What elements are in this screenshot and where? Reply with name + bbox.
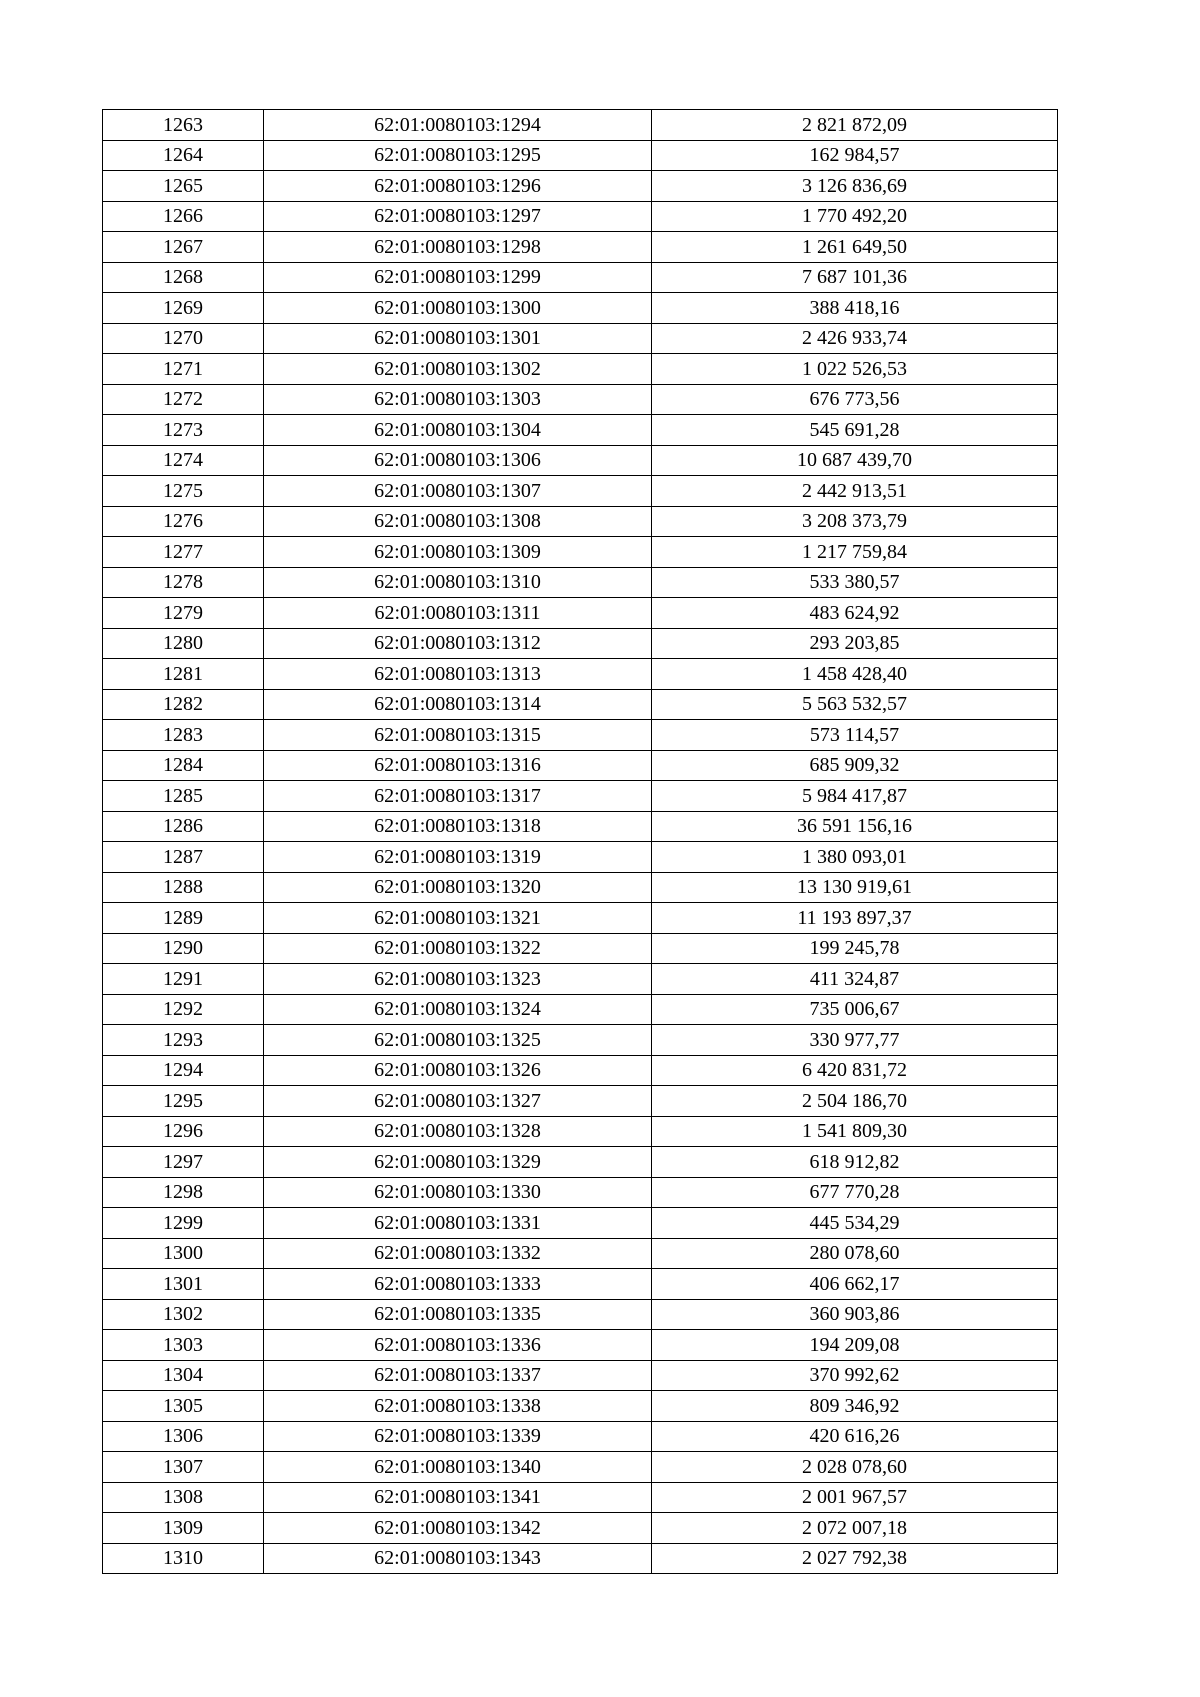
cadastral-value-cell: 5 984 417,87 bbox=[652, 781, 1058, 812]
cadastral-number-cell: 62:01:0080103:1325 bbox=[264, 1025, 652, 1056]
table-row bbox=[103, 567, 1058, 598]
row-number-cell: 1267 bbox=[103, 232, 264, 263]
row-number-cell: 1300 bbox=[103, 1238, 264, 1269]
row-number-cell: 1289 bbox=[103, 903, 264, 934]
row-number-cell: 1297 bbox=[103, 1147, 264, 1178]
row-number-cell: 1299 bbox=[103, 1208, 264, 1239]
row-number-cell: 1273 bbox=[103, 415, 264, 446]
cadastral-number-cell: 62:01:0080103:1301 bbox=[264, 323, 652, 354]
cadastral-number-cell: 62:01:0080103:1319 bbox=[264, 842, 652, 873]
cadastral-value-cell: 388 418,16 bbox=[652, 293, 1058, 324]
cadastral-value-cell: 36 591 156,16 bbox=[652, 811, 1058, 842]
row-number-cell: 1276 bbox=[103, 506, 264, 537]
cadastral-value-cell: 573 114,57 bbox=[652, 720, 1058, 751]
cadastral-number-cell: 62:01:0080103:1310 bbox=[264, 567, 652, 598]
cadastral-value-cell: 7 687 101,36 bbox=[652, 262, 1058, 293]
row-number-cell: 1290 bbox=[103, 933, 264, 964]
cadastral-number-cell: 62:01:0080103:1306 bbox=[264, 445, 652, 476]
table-row bbox=[103, 811, 1058, 842]
cadastral-number-cell: 62:01:0080103:1324 bbox=[264, 994, 652, 1025]
cadastral-number-cell: 62:01:0080103:1295 bbox=[264, 140, 652, 171]
cadastral-number-cell: 62:01:0080103:1309 bbox=[264, 537, 652, 568]
cadastral-number-cell: 62:01:0080103:1326 bbox=[264, 1055, 652, 1086]
row-number-cell: 1307 bbox=[103, 1452, 264, 1483]
row-number-cell: 1295 bbox=[103, 1086, 264, 1117]
cadastral-number-cell: 62:01:0080103:1312 bbox=[264, 628, 652, 659]
cadastral-number-cell: 62:01:0080103:1311 bbox=[264, 598, 652, 629]
cadastral-value-cell: 360 903,86 bbox=[652, 1299, 1058, 1330]
row-number-cell: 1275 bbox=[103, 476, 264, 507]
table-row bbox=[103, 1330, 1058, 1361]
cadastral-number-cell: 62:01:0080103:1340 bbox=[264, 1452, 652, 1483]
cadastral-value-cell: 280 078,60 bbox=[652, 1238, 1058, 1269]
table-row bbox=[103, 1543, 1058, 1574]
cadastral-number-cell: 62:01:0080103:1335 bbox=[264, 1299, 652, 1330]
cadastral-value-cell: 1 458 428,40 bbox=[652, 659, 1058, 690]
table-row bbox=[103, 384, 1058, 415]
table-row bbox=[103, 659, 1058, 690]
cadastral-value-cell: 3 208 373,79 bbox=[652, 506, 1058, 537]
table-row bbox=[103, 598, 1058, 629]
table-row bbox=[103, 1421, 1058, 1452]
table-row bbox=[103, 140, 1058, 171]
row-number-cell: 1266 bbox=[103, 201, 264, 232]
cadastral-value-cell: 199 245,78 bbox=[652, 933, 1058, 964]
cadastral-number-cell: 62:01:0080103:1314 bbox=[264, 689, 652, 720]
table-row bbox=[103, 1116, 1058, 1147]
table-row bbox=[103, 1177, 1058, 1208]
row-number-cell: 1304 bbox=[103, 1360, 264, 1391]
cadastral-number-cell: 62:01:0080103:1342 bbox=[264, 1513, 652, 1544]
row-number-cell: 1286 bbox=[103, 811, 264, 842]
table-row bbox=[103, 1391, 1058, 1422]
cadastral-number-cell: 62:01:0080103:1304 bbox=[264, 415, 652, 446]
table-row bbox=[103, 689, 1058, 720]
cadastral-value-cell: 2 001 967,57 bbox=[652, 1482, 1058, 1513]
cadastral-number-cell: 62:01:0080103:1296 bbox=[264, 171, 652, 202]
table-row bbox=[103, 994, 1058, 1025]
cadastral-value-cell: 2 821 872,09 bbox=[652, 110, 1058, 141]
table-row bbox=[103, 1513, 1058, 1544]
cadastral-number-cell: 62:01:0080103:1322 bbox=[264, 933, 652, 964]
cadastral-number-cell: 62:01:0080103:1300 bbox=[264, 293, 652, 324]
row-number-cell: 1303 bbox=[103, 1330, 264, 1361]
row-number-cell: 1308 bbox=[103, 1482, 264, 1513]
table-row bbox=[103, 1482, 1058, 1513]
cadastral-value-cell: 10 687 439,70 bbox=[652, 445, 1058, 476]
cadastral-value-cell: 2 027 792,38 bbox=[652, 1543, 1058, 1574]
cadastral-number-cell: 62:01:0080103:1320 bbox=[264, 872, 652, 903]
cadastral-value-cell: 1 022 526,53 bbox=[652, 354, 1058, 385]
cadastral-value-cell: 533 380,57 bbox=[652, 567, 1058, 598]
cadastral-number-cell: 62:01:0080103:1328 bbox=[264, 1116, 652, 1147]
cadastral-number-cell: 62:01:0080103:1294 bbox=[264, 110, 652, 141]
cadastral-value-cell: 685 909,32 bbox=[652, 750, 1058, 781]
table-row bbox=[103, 476, 1058, 507]
table-row bbox=[103, 872, 1058, 903]
row-number-cell: 1310 bbox=[103, 1543, 264, 1574]
table-row bbox=[103, 1025, 1058, 1056]
table-row bbox=[103, 1208, 1058, 1239]
row-number-cell: 1293 bbox=[103, 1025, 264, 1056]
cadastral-number-cell: 62:01:0080103:1333 bbox=[264, 1269, 652, 1300]
row-number-cell: 1282 bbox=[103, 689, 264, 720]
table-row bbox=[103, 1269, 1058, 1300]
table-row bbox=[103, 415, 1058, 446]
table-row bbox=[103, 1147, 1058, 1178]
cadastral-value-cell: 545 691,28 bbox=[652, 415, 1058, 446]
cadastral-value-cell: 618 912,82 bbox=[652, 1147, 1058, 1178]
cadastral-value-cell: 677 770,28 bbox=[652, 1177, 1058, 1208]
row-number-cell: 1278 bbox=[103, 567, 264, 598]
table-row bbox=[103, 506, 1058, 537]
cadastral-value-cell: 5 563 532,57 bbox=[652, 689, 1058, 720]
cadastral-number-cell: 62:01:0080103:1299 bbox=[264, 262, 652, 293]
row-number-cell: 1285 bbox=[103, 781, 264, 812]
table-row bbox=[103, 1086, 1058, 1117]
row-number-cell: 1269 bbox=[103, 293, 264, 324]
table-row bbox=[103, 750, 1058, 781]
cadastral-value-cell: 420 616,26 bbox=[652, 1421, 1058, 1452]
table-row bbox=[103, 262, 1058, 293]
row-number-cell: 1298 bbox=[103, 1177, 264, 1208]
row-number-cell: 1302 bbox=[103, 1299, 264, 1330]
cadastral-number-cell: 62:01:0080103:1303 bbox=[264, 384, 652, 415]
row-number-cell: 1263 bbox=[103, 110, 264, 141]
cadastral-value-cell: 3 126 836,69 bbox=[652, 171, 1058, 202]
row-number-cell: 1265 bbox=[103, 171, 264, 202]
row-number-cell: 1281 bbox=[103, 659, 264, 690]
table-row bbox=[103, 171, 1058, 202]
row-number-cell: 1306 bbox=[103, 1421, 264, 1452]
row-number-cell: 1279 bbox=[103, 598, 264, 629]
table-row bbox=[103, 232, 1058, 263]
cadastral-number-cell: 62:01:0080103:1332 bbox=[264, 1238, 652, 1269]
cadastral-number-cell: 62:01:0080103:1339 bbox=[264, 1421, 652, 1452]
row-number-cell: 1292 bbox=[103, 994, 264, 1025]
table-row bbox=[103, 110, 1058, 141]
cadastral-value-cell: 1 261 649,50 bbox=[652, 232, 1058, 263]
table-row bbox=[103, 293, 1058, 324]
cadastral-number-cell: 62:01:0080103:1338 bbox=[264, 1391, 652, 1422]
cadastral-value-cell: 194 209,08 bbox=[652, 1330, 1058, 1361]
cadastral-value-cell: 6 420 831,72 bbox=[652, 1055, 1058, 1086]
cadastral-number-cell: 62:01:0080103:1329 bbox=[264, 1147, 652, 1178]
cadastral-number-cell: 62:01:0080103:1341 bbox=[264, 1482, 652, 1513]
cadastral-number-cell: 62:01:0080103:1315 bbox=[264, 720, 652, 751]
table-body bbox=[103, 110, 1058, 1574]
cadastral-number-cell: 62:01:0080103:1316 bbox=[264, 750, 652, 781]
cadastral-value-cell: 293 203,85 bbox=[652, 628, 1058, 659]
cadastral-value-cell: 1 541 809,30 bbox=[652, 1116, 1058, 1147]
cadastral-value-cell: 2 504 186,70 bbox=[652, 1086, 1058, 1117]
cadastral-number-cell: 62:01:0080103:1298 bbox=[264, 232, 652, 263]
table-row bbox=[103, 1238, 1058, 1269]
table-row bbox=[103, 445, 1058, 476]
cadastral-value-cell: 483 624,92 bbox=[652, 598, 1058, 629]
row-number-cell: 1301 bbox=[103, 1269, 264, 1300]
table-row bbox=[103, 1360, 1058, 1391]
row-number-cell: 1288 bbox=[103, 872, 264, 903]
row-number-cell: 1291 bbox=[103, 964, 264, 995]
table-row bbox=[103, 354, 1058, 385]
cadastral-value-cell: 13 130 919,61 bbox=[652, 872, 1058, 903]
cadastral-number-cell: 62:01:0080103:1297 bbox=[264, 201, 652, 232]
row-number-cell: 1283 bbox=[103, 720, 264, 751]
table-row bbox=[103, 628, 1058, 659]
table-row bbox=[103, 720, 1058, 751]
cadastral-value-cell: 735 006,67 bbox=[652, 994, 1058, 1025]
table-row bbox=[103, 781, 1058, 812]
row-number-cell: 1284 bbox=[103, 750, 264, 781]
cadastral-number-cell: 62:01:0080103:1323 bbox=[264, 964, 652, 995]
cadastral-value-cell: 406 662,17 bbox=[652, 1269, 1058, 1300]
cadastral-value-cell: 1 217 759,84 bbox=[652, 537, 1058, 568]
table-row bbox=[103, 1055, 1058, 1086]
cadastral-value-cell: 1 380 093,01 bbox=[652, 842, 1058, 873]
cadastral-number-cell: 62:01:0080103:1307 bbox=[264, 476, 652, 507]
table-row bbox=[103, 933, 1058, 964]
table-row bbox=[103, 323, 1058, 354]
cadastral-number-cell: 62:01:0080103:1313 bbox=[264, 659, 652, 690]
table-row bbox=[103, 842, 1058, 873]
cadastral-number-cell: 62:01:0080103:1318 bbox=[264, 811, 652, 842]
row-number-cell: 1272 bbox=[103, 384, 264, 415]
row-number-cell: 1309 bbox=[103, 1513, 264, 1544]
row-number-cell: 1271 bbox=[103, 354, 264, 385]
cadastral-number-cell: 62:01:0080103:1302 bbox=[264, 354, 652, 385]
cadastral-value-cell: 411 324,87 bbox=[652, 964, 1058, 995]
cadastral-value-cell: 330 977,77 bbox=[652, 1025, 1058, 1056]
cadastral-value-cell: 676 773,56 bbox=[652, 384, 1058, 415]
row-number-cell: 1268 bbox=[103, 262, 264, 293]
cadastral-value-cell: 2 028 078,60 bbox=[652, 1452, 1058, 1483]
cadastral-number-cell: 62:01:0080103:1343 bbox=[264, 1543, 652, 1574]
cadastral-number-cell: 62:01:0080103:1308 bbox=[264, 506, 652, 537]
row-number-cell: 1296 bbox=[103, 1116, 264, 1147]
row-number-cell: 1277 bbox=[103, 537, 264, 568]
cadastral-number-cell: 62:01:0080103:1330 bbox=[264, 1177, 652, 1208]
cadastral-number-cell: 62:01:0080103:1327 bbox=[264, 1086, 652, 1117]
cadastral-value-cell: 370 992,62 bbox=[652, 1360, 1058, 1391]
cadastral-value-cell: 2 426 933,74 bbox=[652, 323, 1058, 354]
row-number-cell: 1287 bbox=[103, 842, 264, 873]
cadastral-value-cell: 2 442 913,51 bbox=[652, 476, 1058, 507]
cadastral-number-cell: 62:01:0080103:1331 bbox=[264, 1208, 652, 1239]
table-row bbox=[103, 1452, 1058, 1483]
cadastral-number-cell: 62:01:0080103:1321 bbox=[264, 903, 652, 934]
row-number-cell: 1280 bbox=[103, 628, 264, 659]
cadastral-value-cell: 445 534,29 bbox=[652, 1208, 1058, 1239]
cadastral-value-cell: 2 072 007,18 bbox=[652, 1513, 1058, 1544]
row-number-cell: 1274 bbox=[103, 445, 264, 476]
row-number-cell: 1305 bbox=[103, 1391, 264, 1422]
cadastral-value-cell: 11 193 897,37 bbox=[652, 903, 1058, 934]
cadastral-value-cell: 1 770 492,20 bbox=[652, 201, 1058, 232]
cadastral-value-cell: 809 346,92 bbox=[652, 1391, 1058, 1422]
row-number-cell: 1264 bbox=[103, 140, 264, 171]
cadastral-value-table bbox=[102, 109, 1058, 1574]
table-row bbox=[103, 903, 1058, 934]
cadastral-number-cell: 62:01:0080103:1336 bbox=[264, 1330, 652, 1361]
row-number-cell: 1270 bbox=[103, 323, 264, 354]
table-row bbox=[103, 201, 1058, 232]
cadastral-number-cell: 62:01:0080103:1317 bbox=[264, 781, 652, 812]
cadastral-number-cell: 62:01:0080103:1337 bbox=[264, 1360, 652, 1391]
row-number-cell: 1294 bbox=[103, 1055, 264, 1086]
cadastral-value-cell: 162 984,57 bbox=[652, 140, 1058, 171]
table-row bbox=[103, 964, 1058, 995]
table-row bbox=[103, 537, 1058, 568]
table-row bbox=[103, 1299, 1058, 1330]
